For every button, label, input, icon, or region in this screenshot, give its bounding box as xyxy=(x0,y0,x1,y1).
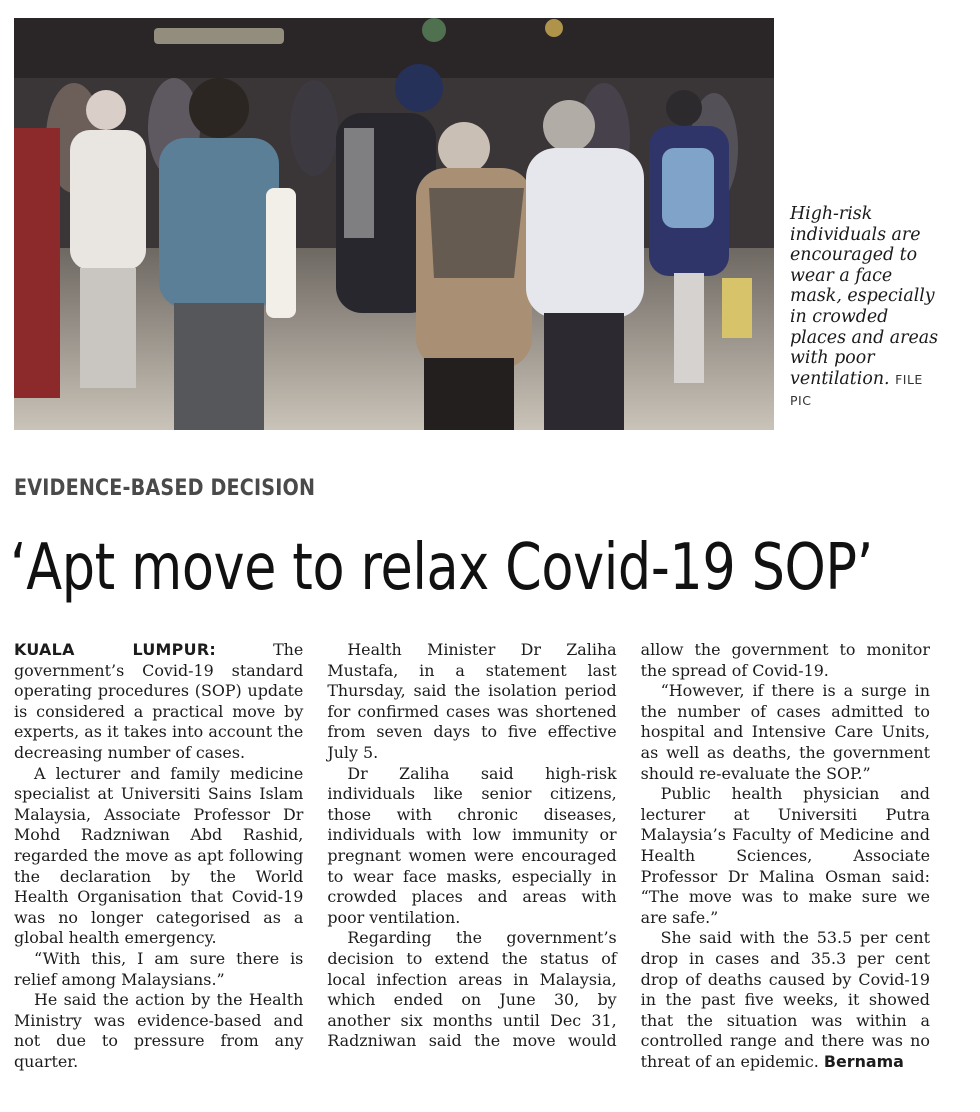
photo-credit: FILE PIC xyxy=(790,371,923,409)
crowd-photo xyxy=(14,18,774,430)
article-paragraph: Dr Zaliha said high-risk individuals like senior citizens, those with chronic diseases, individuals with low immunity or pregnant women were encouraged to wear face masks, especially in crowded places and areas with poor ventilation. xyxy=(327,763,617,927)
article-paragraph: Regarding the government’s decision to extend the status of local infection areas in Malaysia, which ended on June 30, by another six months until Dec 31, Radzniwan said the move would allow the government to monitor the spread of Covid-19. xyxy=(327,640,930,1051)
headline: ‘Apt move to relax Covid-19 SOP’ xyxy=(10,531,873,605)
article-paragraph: A lecturer and family medicine specialist at Universiti Sains Islam Malaysia, Associate Professor Dr Mohd Radzniwan Abd Rashid, regarded the move as apt following the declaration by the World Health Organisation that Covid-19 was no longer categorised as a global health emergency. xyxy=(14,763,304,948)
dateline: KUALA LUMPUR: xyxy=(14,640,217,659)
article-body xyxy=(14,640,930,1072)
article-paragraph: Public health physician and lecturer at Universiti Putra Malaysia’s Faculty of Medicine and Health Sciences, Associate Professor Dr Malina Osman said: “The move was to make sure we are safe.” xyxy=(640,784,930,927)
agency-credit: Bernama xyxy=(823,1051,904,1071)
article-paragraph: Health Minister Dr Zaliha Mustafa, in a statement last Thursday, said the isolation period for confirmed cases was shortened from seven days to five effective July 5. xyxy=(327,640,617,762)
section-kicker: EVIDENCE-BASED DECISION xyxy=(14,476,316,501)
article-paragraph: KUALA LUMPUR: The government’s Covid-19 standard operating procedures (SOP) update is considered a practical move by experts, as it takes into account the decreasing number of cases. xyxy=(14,640,304,762)
article-paragraph: “With this, I am sure there is relief among Malaysians.” xyxy=(14,948,304,989)
article-paragraph: She said with the 53.5 per cent drop in cases and 35.3 per cent drop of deaths caused by Covid-19 in the past five weeks, it showed that the situation was within a controlled range and there was no threat of an epidemic. Bernama xyxy=(640,928,930,1071)
photo-caption xyxy=(790,204,940,412)
news-photo xyxy=(14,18,774,430)
article-paragraph: He said the action by the Health Ministry was evidence-based and not due to pressure from any quarter. xyxy=(14,990,304,1071)
caption-text: High-risk individuals are encouraged to wear a face mask, especially in crowded places and areas with poor ventilation. xyxy=(790,204,939,389)
article-paragraph: “However, if there is a surge in the number of cases admitted to hospital and Intensive Care Units, as well as deaths, the government should re-evaluate the SOP.” xyxy=(640,681,930,783)
